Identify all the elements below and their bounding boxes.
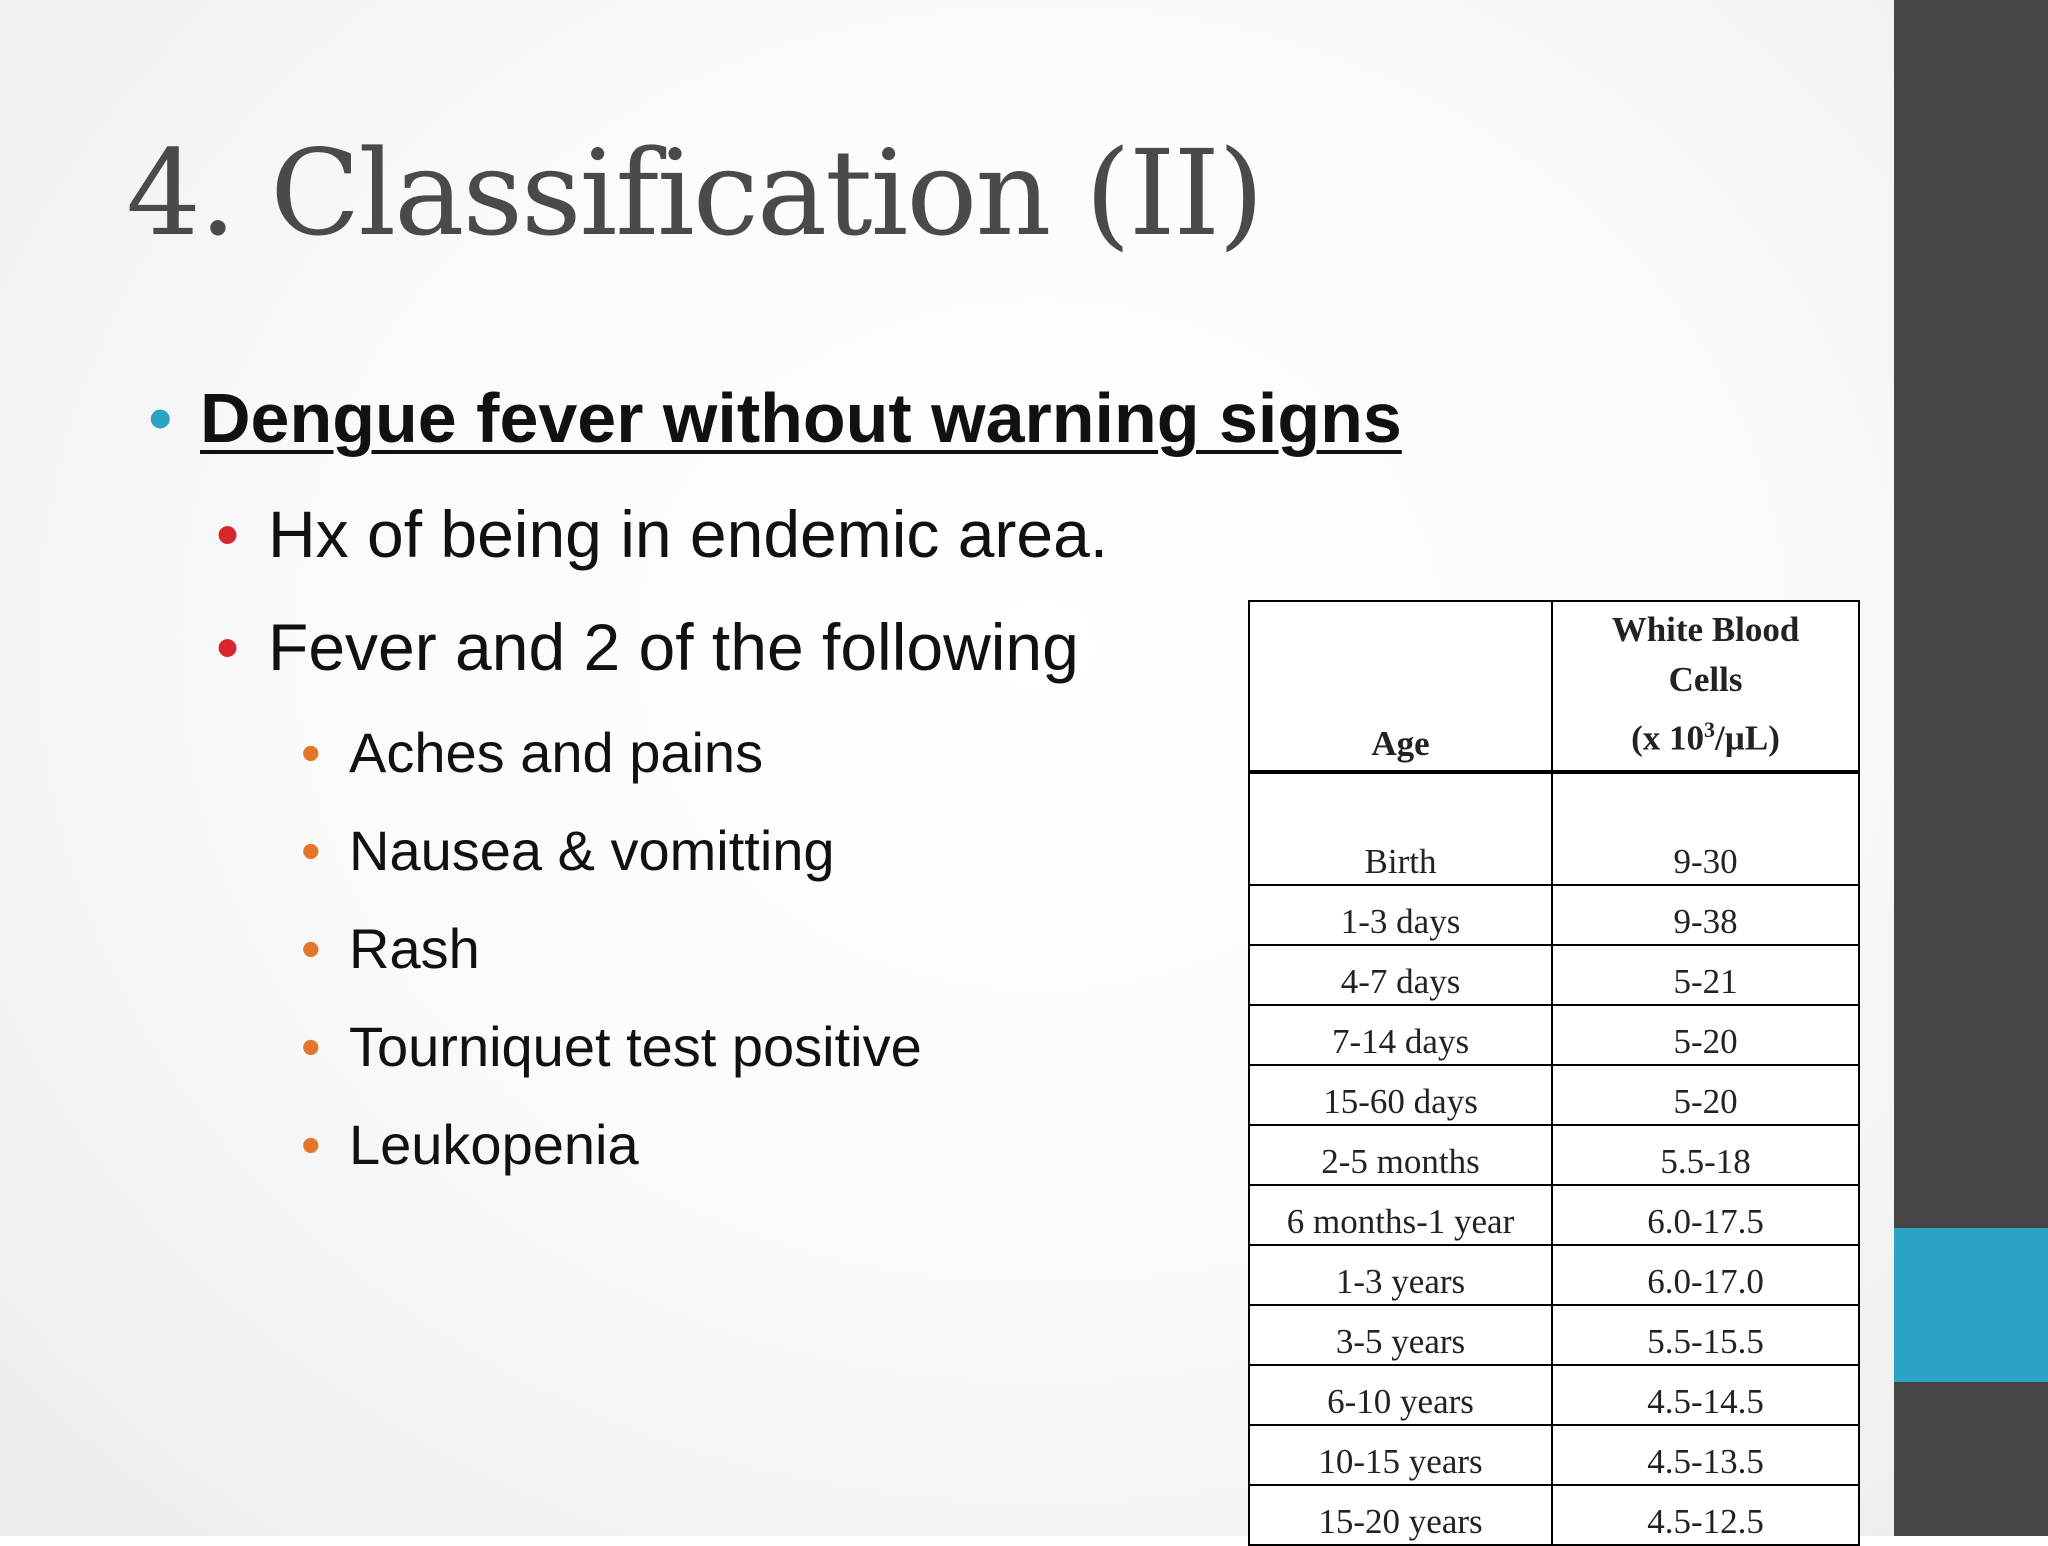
bullet-dot-icon: • xyxy=(301,1015,321,1078)
age-cell: 15-20 years xyxy=(1249,1485,1552,1545)
wbc-cell: 5.5-18 xyxy=(1552,1125,1859,1185)
wbc-cell: 9-38 xyxy=(1552,885,1859,945)
wbc-cell: 9-30 xyxy=(1552,772,1859,885)
bullet-dot-icon: • xyxy=(216,610,240,684)
table-row xyxy=(1249,1305,1859,1365)
age-cell: 3-5 years xyxy=(1249,1305,1552,1365)
table-row xyxy=(1249,1065,1859,1125)
header-age: Age xyxy=(1249,601,1552,772)
age-cell: 15-60 days xyxy=(1249,1065,1552,1125)
bullet-subsub: • Leukopenia xyxy=(349,1108,639,1182)
bullet-dot-icon: • xyxy=(301,819,321,882)
age-cell: 2-5 months xyxy=(1249,1125,1552,1185)
slide-title: 4. Classification (II) xyxy=(126,124,1263,262)
bullet-dot-icon: • xyxy=(301,721,321,784)
table-row xyxy=(1249,1425,1859,1485)
bullet-subsub: • Tourniquet test positive xyxy=(349,1010,922,1084)
table-row xyxy=(1249,1005,1859,1065)
wbc-cell: 6.0-17.5 xyxy=(1552,1185,1859,1245)
age-cell: 7-14 days xyxy=(1249,1005,1552,1065)
wbc-cell: 5.5-15.5 xyxy=(1552,1305,1859,1365)
age-cell: 6-10 years xyxy=(1249,1365,1552,1425)
table-row xyxy=(1249,885,1859,945)
bullet-subsub: • Aches and pains xyxy=(349,716,763,790)
age-cell: 10-15 years xyxy=(1249,1425,1552,1485)
bullet-main: • Dengue fever without warning signs xyxy=(200,373,1402,463)
age-cell: 1-3 days xyxy=(1249,885,1552,945)
table-header-row xyxy=(1249,601,1859,772)
table-body xyxy=(1249,772,1859,1545)
wbc-cell: 4.5-13.5 xyxy=(1552,1425,1859,1485)
wbc-cell: 4.5-12.5 xyxy=(1552,1485,1859,1545)
bullet-sub: • Fever and 2 of the following xyxy=(268,604,1079,690)
table-row xyxy=(1249,1365,1859,1425)
bullet-subsub: • Rash xyxy=(349,912,480,986)
age-cell: 6 months-1 year xyxy=(1249,1185,1552,1245)
header-wbc: White Blood Cells (x $10^3/\mu L$) xyxy=(1552,601,1859,772)
table-row xyxy=(1249,1125,1859,1185)
sidebar-accent-block xyxy=(1894,1228,2048,1382)
bullet-dot-icon: • xyxy=(301,1113,321,1176)
wbc-cell: 6.0-17.0 xyxy=(1552,1245,1859,1305)
wbc-cell: 5-21 xyxy=(1552,945,1859,1005)
table-row xyxy=(1249,1245,1859,1305)
age-cell: 4-7 days xyxy=(1249,945,1552,1005)
table-row xyxy=(1249,945,1859,1005)
bullet-dot-icon: • xyxy=(216,497,240,571)
age-cell: 1-3 years xyxy=(1249,1245,1552,1305)
table-row xyxy=(1249,1185,1859,1245)
bullet-dot-icon: • xyxy=(148,379,173,457)
bullet-subsub: • Nausea & vomitting xyxy=(349,814,835,888)
wbc-cell: 5-20 xyxy=(1552,1065,1859,1125)
bullet-dot-icon: • xyxy=(301,917,321,980)
age-cell: Birth xyxy=(1249,772,1552,885)
bullet-sub: • Hx of being in endemic area. xyxy=(268,491,1108,577)
table-row xyxy=(1249,772,1859,885)
wbc-cell: 5-20 xyxy=(1552,1005,1859,1065)
table-row xyxy=(1249,1485,1859,1545)
wbc-reference-table xyxy=(1248,600,1860,1546)
wbc-cell: 4.5-14.5 xyxy=(1552,1365,1859,1425)
